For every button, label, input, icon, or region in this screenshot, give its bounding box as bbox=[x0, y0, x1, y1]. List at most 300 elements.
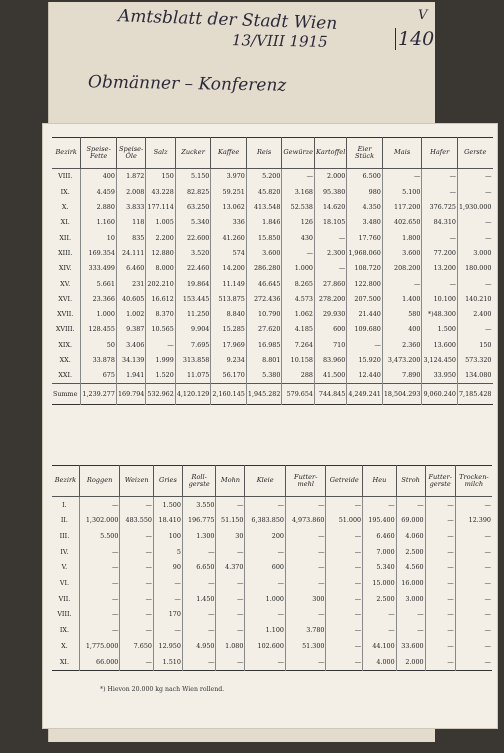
table-cell: 44.100 bbox=[363, 638, 397, 654]
table-cell: 21.440 bbox=[347, 307, 383, 322]
table-cell: 400 bbox=[382, 322, 422, 337]
table-cell: 5.661 bbox=[81, 276, 117, 291]
table-grain-feed bbox=[52, 465, 492, 671]
table-cell: — bbox=[245, 497, 286, 513]
table-cell: 5.200 bbox=[246, 169, 282, 185]
column-header: Getreide bbox=[326, 466, 363, 497]
table-cell: 118 bbox=[116, 215, 145, 230]
table-cell: — bbox=[425, 654, 455, 670]
table-cell: 376.725 bbox=[422, 200, 458, 215]
column-header: Kaffee bbox=[211, 138, 247, 169]
table-cell: 196.775 bbox=[182, 513, 216, 529]
table-cell: 3.600 bbox=[382, 245, 422, 260]
table-cell: 3.780 bbox=[285, 623, 326, 639]
table-cell: — bbox=[146, 337, 175, 352]
table-cell: — bbox=[216, 497, 245, 513]
handwritten-corner-mark: V bbox=[418, 8, 428, 23]
district-cell: IV. bbox=[60, 547, 69, 556]
table-cell: 1.100 bbox=[245, 623, 286, 639]
table-cell: 3.833 bbox=[116, 200, 145, 215]
table-cell: 1.500 bbox=[153, 497, 182, 513]
table-cell: 3.168 bbox=[282, 184, 315, 199]
table-row bbox=[52, 230, 493, 245]
table-cell: 10.790 bbox=[246, 307, 282, 322]
table-cell: — bbox=[120, 591, 154, 607]
table-cell: 153.445 bbox=[175, 291, 211, 306]
table-cell: — bbox=[285, 497, 326, 513]
table-cell: 402.650 bbox=[382, 215, 422, 230]
table-cell: — bbox=[425, 513, 455, 529]
table-cell: 4.950 bbox=[182, 638, 216, 654]
table-cell: — bbox=[425, 544, 455, 560]
table-cell: 41.260 bbox=[211, 230, 247, 245]
table-cell: 23.366 bbox=[81, 291, 117, 306]
column-header: Kleie bbox=[245, 466, 286, 497]
table-cell: — bbox=[425, 638, 455, 654]
table-cell: — bbox=[282, 169, 315, 185]
table-cell: 90 bbox=[153, 560, 182, 576]
table-cell: — bbox=[455, 638, 492, 654]
column-header: Reis bbox=[246, 138, 282, 169]
column-header: Heu bbox=[363, 466, 397, 497]
table-cell: 16.000 bbox=[396, 575, 425, 591]
table-cell: 1.062 bbox=[282, 307, 315, 322]
table-cell: 3.406 bbox=[116, 337, 145, 352]
table-row bbox=[52, 337, 493, 352]
table-cell: 579.654 bbox=[282, 384, 315, 405]
table-cell: 2.000 bbox=[315, 169, 347, 185]
table-cell: 4,120.129 bbox=[175, 384, 211, 405]
table-cell: 2.200 bbox=[146, 230, 175, 245]
table-cell: 7.264 bbox=[282, 337, 315, 352]
table-cell: 11.075 bbox=[175, 368, 211, 384]
table-cell: — bbox=[326, 654, 363, 670]
table-food-supplies bbox=[52, 137, 493, 405]
table-cell: 1,302.000 bbox=[79, 513, 120, 529]
table-row bbox=[52, 215, 493, 230]
table-row bbox=[52, 245, 493, 260]
table-cell: — bbox=[425, 560, 455, 576]
table-cell: — bbox=[457, 184, 492, 199]
table-cell: — bbox=[455, 591, 492, 607]
table-cell: 195.400 bbox=[363, 513, 397, 529]
table-cell: 1.002 bbox=[116, 307, 145, 322]
handwritten-page-number: 140 bbox=[395, 28, 434, 50]
table-cell: 52.538 bbox=[282, 200, 315, 215]
table-cell: 13.062 bbox=[211, 200, 247, 215]
district-cell: XI. bbox=[59, 657, 69, 666]
table-cell: — bbox=[455, 544, 492, 560]
table-row bbox=[52, 200, 493, 215]
table-cell: 3,473.200 bbox=[382, 353, 422, 368]
table-cell: 313.858 bbox=[175, 353, 211, 368]
table-cell: 1,930.000 bbox=[457, 200, 492, 215]
table-cell: 1.300 bbox=[182, 528, 216, 544]
table-cell: 1.000 bbox=[81, 307, 117, 322]
table-cell: — bbox=[326, 591, 363, 607]
district-cell: XII. bbox=[59, 233, 72, 242]
table-cell: 3.550 bbox=[182, 497, 216, 513]
table-cell: — bbox=[326, 638, 363, 654]
table-cell: — bbox=[457, 169, 492, 185]
column-header: Gewürze bbox=[282, 138, 315, 169]
table-cell: 1.872 bbox=[116, 169, 145, 185]
table-cell: 600 bbox=[315, 322, 347, 337]
table-cell: 122.800 bbox=[347, 276, 383, 291]
district-cell: II. bbox=[60, 516, 68, 525]
district-cell: XX. bbox=[59, 356, 71, 364]
table-row bbox=[52, 623, 492, 639]
table-cell: — bbox=[382, 169, 422, 185]
district-cell: XIV. bbox=[58, 264, 72, 273]
table-cell: — bbox=[455, 497, 492, 513]
table-cell: 1.000 bbox=[245, 591, 286, 607]
table-cell: — bbox=[315, 230, 347, 245]
table-cell: — bbox=[79, 560, 120, 576]
table-cell: — bbox=[425, 591, 455, 607]
table-cell: — bbox=[120, 654, 154, 670]
table-cell: 10 bbox=[81, 230, 117, 245]
table-cell: — bbox=[425, 528, 455, 544]
table-cell: — bbox=[120, 528, 154, 544]
table-cell: 744.845 bbox=[315, 384, 347, 405]
table-cell: — bbox=[120, 560, 154, 576]
table-row bbox=[52, 169, 493, 185]
table-cell: 4.573 bbox=[282, 291, 315, 306]
table-cell: 51.150 bbox=[216, 513, 245, 529]
table-cell: 6.500 bbox=[347, 169, 383, 185]
table-cell: 5.150 bbox=[175, 169, 211, 185]
table-cell: 1.000 bbox=[282, 261, 315, 276]
table-cell: — bbox=[216, 544, 245, 560]
table-cell: — bbox=[455, 623, 492, 639]
table-cell: 33.950 bbox=[422, 368, 458, 384]
table-cell: 12.440 bbox=[347, 368, 383, 384]
table-cell: 200 bbox=[245, 528, 286, 544]
column-header: Stroh bbox=[396, 466, 425, 497]
table-cell: 675 bbox=[81, 368, 117, 384]
table-cell: 513.875 bbox=[211, 291, 247, 306]
table-cell: 2.500 bbox=[363, 591, 397, 607]
table-cell: 43.228 bbox=[146, 184, 175, 199]
table-cell: — bbox=[120, 544, 154, 560]
table-cell: — bbox=[363, 497, 397, 513]
table-cell: 18.105 bbox=[315, 215, 347, 230]
column-header: Futter- mehl bbox=[285, 466, 326, 497]
table-cell: 278.200 bbox=[315, 291, 347, 306]
column-header: Zucker bbox=[175, 138, 211, 169]
table-cell: — bbox=[182, 607, 216, 623]
table-cell: 117.200 bbox=[382, 200, 422, 215]
table-cell: 51.300 bbox=[285, 638, 326, 654]
table-cell: — bbox=[182, 575, 216, 591]
table-cell: — bbox=[245, 654, 286, 670]
column-header: Roggen bbox=[79, 466, 120, 497]
table-cell: 46.645 bbox=[246, 276, 282, 291]
table-cell: — bbox=[396, 607, 425, 623]
district-cell: XVIII. bbox=[55, 325, 75, 334]
table-cell: 15.285 bbox=[211, 322, 247, 337]
table-cell: 4.000 bbox=[363, 654, 397, 670]
table-cell: — bbox=[282, 245, 315, 260]
table-cell: 15.920 bbox=[347, 353, 383, 368]
table-cell: 6.650 bbox=[182, 560, 216, 576]
table-cell: — bbox=[326, 528, 363, 544]
table-cell: 4.560 bbox=[396, 560, 425, 576]
table-cell: 102.600 bbox=[245, 638, 286, 654]
table-cell: 77.200 bbox=[422, 245, 458, 260]
table-cell: 400 bbox=[81, 169, 117, 185]
table-cell: 272.436 bbox=[246, 291, 282, 306]
table-cell: 573.320 bbox=[457, 353, 492, 368]
table-cell: 100 bbox=[153, 528, 182, 544]
table-cell: 1,945.282 bbox=[246, 384, 282, 405]
table-cell: 1.080 bbox=[216, 638, 245, 654]
handwritten-header-line2: 13/VIII 1915 bbox=[231, 31, 328, 51]
table-cell: 4,249.241 bbox=[347, 384, 383, 405]
table-row bbox=[52, 528, 492, 544]
table-cell: — bbox=[120, 607, 154, 623]
table-cell: — bbox=[396, 497, 425, 513]
column-header: Hafer bbox=[422, 138, 458, 169]
table-cell: — bbox=[285, 654, 326, 670]
table-cell: — bbox=[457, 230, 492, 245]
table-cell: — bbox=[79, 575, 120, 591]
table-cell: — bbox=[425, 623, 455, 639]
table-cell: 5.500 bbox=[79, 528, 120, 544]
table-cell: 288 bbox=[282, 368, 315, 384]
table-cell: 11.250 bbox=[175, 307, 211, 322]
table-cell: 169.794 bbox=[116, 384, 145, 405]
table-cell: 27.620 bbox=[246, 322, 282, 337]
table-cell: 4.459 bbox=[81, 184, 117, 199]
table-cell: — bbox=[363, 623, 397, 639]
handwritten-subtitle: Obmänner – Konferenz bbox=[87, 72, 287, 96]
column-header: Trocken- milch bbox=[455, 466, 492, 497]
table-cell: 336 bbox=[211, 215, 247, 230]
table-row bbox=[52, 497, 492, 513]
table-cell: 22.460 bbox=[175, 261, 211, 276]
column-header: Futter- gerste bbox=[425, 466, 455, 497]
table-cell: — bbox=[457, 215, 492, 230]
table-cell: — bbox=[245, 544, 286, 560]
table-cell: 413.548 bbox=[246, 200, 282, 215]
district-cell: VIII. bbox=[57, 610, 72, 619]
table-cell: 50 bbox=[81, 337, 117, 352]
table-cell: 128.455 bbox=[81, 322, 117, 337]
table-cell: — bbox=[216, 623, 245, 639]
table-cell: — bbox=[422, 276, 458, 291]
column-header: Speise- Fette bbox=[81, 138, 117, 169]
table-cell: 95.380 bbox=[315, 184, 347, 199]
footnote: *) Hievon 20.000 kg nach Wien rollend. bbox=[100, 686, 225, 693]
table-cell: 3.480 bbox=[347, 215, 383, 230]
table-cell: 11.149 bbox=[211, 276, 247, 291]
district-cell: XV. bbox=[60, 279, 71, 288]
table-cell: 140.210 bbox=[457, 291, 492, 306]
column-header: Bezirk bbox=[52, 138, 81, 169]
table-cell: 2,160.145 bbox=[211, 384, 247, 405]
table-cell: 2.500 bbox=[396, 544, 425, 560]
district-cell: V. bbox=[61, 563, 68, 572]
table-cell: — bbox=[79, 607, 120, 623]
table-cell: 10.158 bbox=[282, 353, 315, 368]
column-header: Speise- Öle bbox=[116, 138, 145, 169]
table-cell: 13.200 bbox=[422, 261, 458, 276]
table-cell: 483.550 bbox=[120, 513, 154, 529]
table-cell: — bbox=[120, 575, 154, 591]
table-cell: 3.970 bbox=[211, 169, 247, 185]
table-cell: 15.850 bbox=[246, 230, 282, 245]
table-cell: 4,973.860 bbox=[285, 513, 326, 529]
table-cell: 1.941 bbox=[116, 368, 145, 384]
table-cell: — bbox=[245, 607, 286, 623]
table-cell: — bbox=[363, 607, 397, 623]
table-cell: 2.008 bbox=[116, 184, 145, 199]
district-cell: XIII. bbox=[58, 248, 73, 257]
table-cell: 1.005 bbox=[146, 215, 175, 230]
district-cell: I. bbox=[62, 500, 67, 509]
table-cell: 1.999 bbox=[146, 353, 175, 368]
table-cell: 430 bbox=[282, 230, 315, 245]
table-cell: 29.930 bbox=[315, 307, 347, 322]
district-cell: IX. bbox=[60, 187, 70, 196]
table-cell: — bbox=[182, 544, 216, 560]
table-cell: — bbox=[79, 544, 120, 560]
table-cell: — bbox=[326, 560, 363, 576]
table-cell: 231 bbox=[116, 276, 145, 291]
table-cell: 10.100 bbox=[422, 291, 458, 306]
table-cell: — bbox=[455, 654, 492, 670]
table-cell: 82.825 bbox=[175, 184, 211, 199]
district-cell: XIX. bbox=[58, 340, 73, 349]
table-cell: 5 bbox=[153, 544, 182, 560]
table-cell: 9.904 bbox=[175, 322, 211, 337]
table-cell: — bbox=[326, 607, 363, 623]
column-header: Weizen bbox=[120, 466, 154, 497]
table-cell: 12.390 bbox=[455, 513, 492, 529]
table-cell: 2.880 bbox=[81, 200, 117, 215]
table-cell: 27.860 bbox=[315, 276, 347, 291]
table-cell: 16.985 bbox=[246, 337, 282, 352]
table-cell: 177.114 bbox=[146, 200, 175, 215]
table-cell: — bbox=[285, 544, 326, 560]
table-cell: — bbox=[245, 575, 286, 591]
table-cell: 1.510 bbox=[153, 654, 182, 670]
sum-row bbox=[52, 384, 493, 405]
table-cell: 56.170 bbox=[211, 368, 247, 384]
table-row bbox=[52, 184, 493, 199]
table-cell: 150 bbox=[146, 169, 175, 185]
table-cell: 5.340 bbox=[175, 215, 211, 230]
table-cell: — bbox=[285, 560, 326, 576]
table-cell: 69.000 bbox=[396, 513, 425, 529]
table-cell: 7.650 bbox=[120, 638, 154, 654]
table-cell: — bbox=[425, 575, 455, 591]
table-cell: — bbox=[455, 528, 492, 544]
table-cell: 286.280 bbox=[246, 261, 282, 276]
table-cell: 150 bbox=[457, 337, 492, 352]
table-cell: 1.400 bbox=[382, 291, 422, 306]
table-cell: 207.500 bbox=[347, 291, 383, 306]
table-cell: 59.251 bbox=[211, 184, 247, 199]
table-cell: — bbox=[285, 528, 326, 544]
table-cell: 1,239.277 bbox=[81, 384, 117, 405]
table-cell: 4.350 bbox=[347, 200, 383, 215]
table-cell: — bbox=[285, 575, 326, 591]
table-cell: 7.890 bbox=[382, 368, 422, 384]
table-cell: — bbox=[455, 560, 492, 576]
table-cell: 980 bbox=[347, 184, 383, 199]
district-cell: VII. bbox=[58, 594, 71, 603]
table-cell: 170 bbox=[153, 607, 182, 623]
table-cell: 3,124.450 bbox=[422, 353, 458, 368]
column-header: Mais bbox=[382, 138, 422, 169]
table-cell: — bbox=[182, 623, 216, 639]
table-cell: 1,775.000 bbox=[79, 638, 120, 654]
table-cell: — bbox=[79, 497, 120, 513]
table-cell: — bbox=[422, 184, 458, 199]
table-cell: 83.960 bbox=[315, 353, 347, 368]
table-cell: 7.000 bbox=[363, 544, 397, 560]
table-cell: — bbox=[120, 623, 154, 639]
table-cell: — bbox=[79, 623, 120, 639]
table-cell: 9.387 bbox=[116, 322, 145, 337]
table-cell: — bbox=[153, 575, 182, 591]
table-cell: 3.600 bbox=[246, 245, 282, 260]
column-header: Roll- gerste bbox=[182, 466, 216, 497]
table-cell: — bbox=[285, 607, 326, 623]
table-cell: 710 bbox=[315, 337, 347, 352]
table-cell: — bbox=[216, 607, 245, 623]
table-cell: — bbox=[216, 591, 245, 607]
table-cell: 6,383.850 bbox=[245, 513, 286, 529]
column-header: Kartoffel bbox=[315, 138, 347, 169]
table-cell: 8.265 bbox=[282, 276, 315, 291]
district-cell: X. bbox=[61, 203, 69, 212]
table-cell: 33.600 bbox=[396, 638, 425, 654]
district-cell: VI. bbox=[59, 579, 70, 588]
table-cell: 2.000 bbox=[396, 654, 425, 670]
handwritten-header-line1: Amtsblatt der Stadt Wien bbox=[117, 6, 338, 34]
table-cell: 2.400 bbox=[457, 307, 492, 322]
table-cell: — bbox=[326, 575, 363, 591]
table-cell: 14.200 bbox=[211, 261, 247, 276]
table-row bbox=[52, 591, 492, 607]
table-cell: — bbox=[457, 276, 492, 291]
table-row bbox=[52, 368, 493, 384]
table-cell: 18.410 bbox=[153, 513, 182, 529]
table-cell: 19.864 bbox=[175, 276, 211, 291]
table-cell: 17.760 bbox=[347, 230, 383, 245]
table-cell: 202.210 bbox=[146, 276, 175, 291]
table-cell: 1.160 bbox=[81, 215, 117, 230]
table-cell: 9.234 bbox=[211, 353, 247, 368]
table-cell: 33.878 bbox=[81, 353, 117, 368]
table-cell: 1.520 bbox=[146, 368, 175, 384]
table-cell: 3.000 bbox=[396, 591, 425, 607]
table-cell: 4.185 bbox=[282, 322, 315, 337]
column-header: Mohn bbox=[216, 466, 245, 497]
table-cell: 7.695 bbox=[175, 337, 211, 352]
table-cell: 18,504.293 bbox=[382, 384, 422, 405]
table-cell: — bbox=[315, 261, 347, 276]
table-cell: 169.354 bbox=[81, 245, 117, 260]
table-row bbox=[52, 544, 492, 560]
table-cell: 532.962 bbox=[146, 384, 175, 405]
table-cell: 10.565 bbox=[146, 322, 175, 337]
table-cell: — bbox=[455, 575, 492, 591]
